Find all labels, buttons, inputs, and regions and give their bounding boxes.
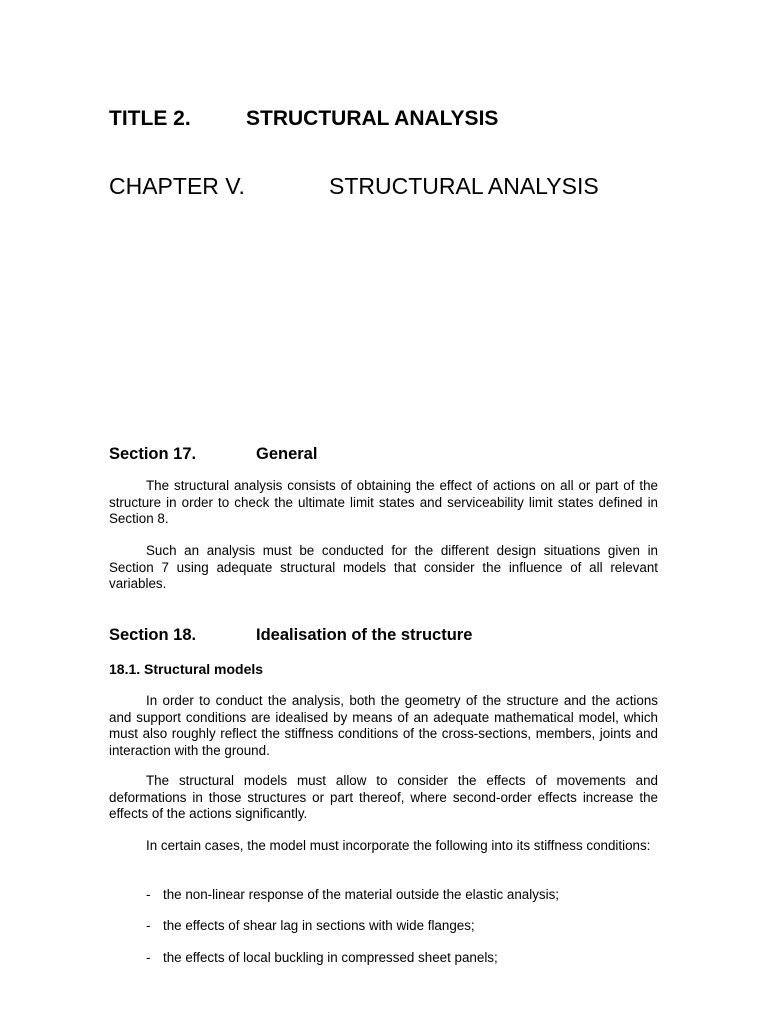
title-text: STRUCTURAL ANALYSIS [246, 107, 499, 130]
section-18-heading [109, 625, 472, 645]
bullet-item [146, 950, 658, 967]
bullet-marker: - [146, 887, 151, 902]
bullet-text: the non-linear response of the material outside the elastic analysis; [163, 887, 559, 902]
section-18-paragraph-3: In certain cases, the model must incorporate the following into its stiffness conditions: [146, 838, 651, 853]
chapter-text: STRUCTURAL ANALYSIS [329, 173, 599, 199]
section-17-number: Section 17. [109, 445, 197, 463]
bullet-text: the effects of local buckling in compressed sheet panels; [163, 950, 498, 965]
bullet-marker: - [146, 950, 151, 965]
section-17-paragraph-2: Such an analysis must be conducted for the different design situations given in Section 7 using adequate structural models that consider the influence of all relevant variables. [109, 543, 658, 591]
document-title [109, 106, 498, 132]
bullet-item [146, 918, 658, 935]
section-18-paragraph-1: In order to conduct the analysis, both the geometry of the structure and the actions and support conditions are idealised by means of an adequate mathematical model, which must also roughly reflect the stiffness conditions of the cross-sections, members, joints and interaction with the ground. [109, 693, 658, 758]
bullet-item [146, 887, 658, 904]
section-17-title: General [256, 445, 318, 463]
chapter-number: CHAPTER V. [109, 173, 245, 199]
section-18-number: Section 18. [109, 626, 197, 644]
bullet-text: the effects of shear lag in sections with wide flanges; [163, 918, 475, 933]
bullet-marker: - [146, 918, 151, 933]
section-17-paragraph-1: The structural analysis consists of obtaining the effect of actions on all or part of the structure in order to check the ultimate limit states and serviceability limit states defined in Section 8. [109, 478, 658, 526]
subsection-18-1-heading: 18.1. Structural models [109, 661, 264, 677]
chapter-heading [109, 172, 599, 200]
section-17-heading [109, 444, 317, 464]
section-18-title: Idealisation of the structure [256, 626, 473, 644]
section-18-paragraph-2: The structural models must allow to consider the effects of movements and deformations in those structures or part thereof, where second-order effects increase the effects of the actions significantly. [109, 773, 658, 821]
title-number: TITLE 2. [109, 107, 191, 130]
